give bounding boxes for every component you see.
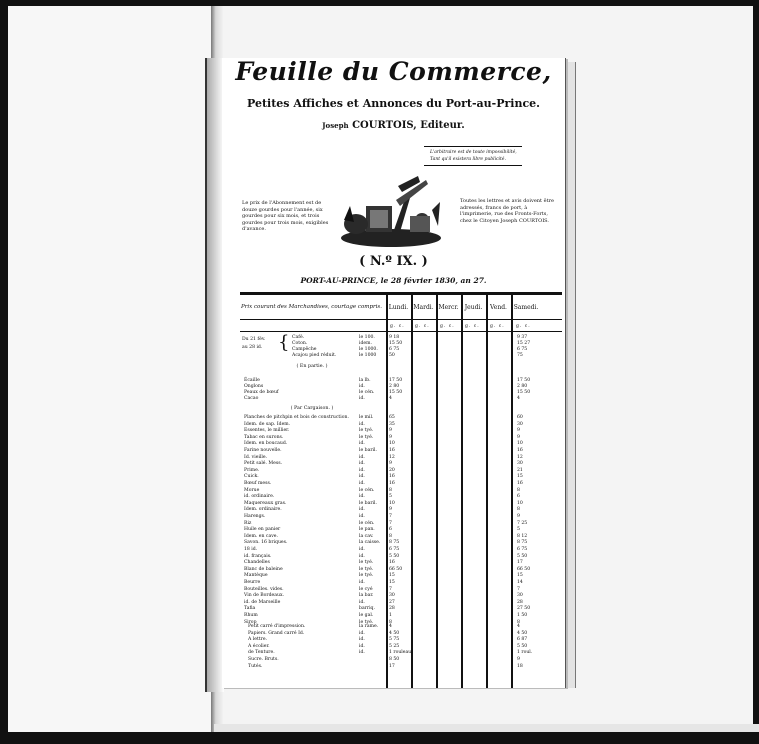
item-unit: id. xyxy=(359,650,365,656)
price-saturday: 2 80 xyxy=(517,384,528,389)
column-divider xyxy=(411,294,413,688)
item-unit: le tyé. xyxy=(359,619,374,625)
price-monday: 7 xyxy=(389,586,392,592)
item-unit: la lb. xyxy=(359,378,371,383)
col-tuesday: Mardi. xyxy=(413,304,434,311)
issue-number: ( N.º IX. ) xyxy=(359,254,428,269)
price-monday: 6 75 xyxy=(389,547,400,552)
item-label: de Tenture. xyxy=(248,650,275,656)
unit-tuesday: g. c. xyxy=(415,324,430,329)
item-label: id. français. xyxy=(244,553,272,559)
price-monday: 5 xyxy=(389,494,392,500)
item-label: Onglons xyxy=(244,384,264,389)
period-end: au 28 id. xyxy=(242,345,263,350)
price-saturday: 9 37 xyxy=(517,335,528,340)
item-label: id. de Marseille xyxy=(244,599,281,605)
newspaper-sheet xyxy=(222,58,566,688)
price-monday: 7 xyxy=(389,514,392,519)
price-monday: 8 75 xyxy=(389,540,400,546)
item-unit: barriq. xyxy=(359,606,375,612)
item-unit: le tyé. xyxy=(359,573,374,579)
item-unit: le pan. xyxy=(359,527,375,533)
price-saturday: 1 50 xyxy=(517,613,528,618)
item-label: Tutés. xyxy=(248,663,263,669)
price-saturday: 18 xyxy=(517,663,523,669)
price-saturday: 8 xyxy=(517,507,520,513)
item-unit: id. xyxy=(359,580,365,585)
item-label: Planches de pitchpin et bois de construction. xyxy=(244,415,349,420)
item-label: Cuick. xyxy=(244,474,259,480)
price-saturday: 28 xyxy=(517,599,523,605)
price-saturday: 6 75 xyxy=(517,347,528,352)
price-saturday: 10 xyxy=(517,441,523,447)
price-saturday: 30 xyxy=(517,461,523,467)
unit-saturday: g. c. xyxy=(516,324,531,329)
price-monday: 10 xyxy=(389,500,395,506)
price-monday: 9 xyxy=(389,428,392,434)
brace: { xyxy=(278,332,290,353)
price-saturday: 14 xyxy=(517,580,523,585)
address-note: Toutes les lettres et avis doivent être adressés, francs de port, à l'imprimerie, rue des Fronts-Forts, chez le Citoyen Joseph COURTOIS. xyxy=(460,198,554,224)
item-label: Huile en panier xyxy=(244,527,281,533)
item-unit: le cén. xyxy=(359,520,375,526)
item-unit: id. xyxy=(359,514,365,519)
subtitle: Petites Affiches et Annonces du Port-au-Prince. xyxy=(246,97,541,110)
item-label: Idem. en cave. xyxy=(244,533,278,539)
price-saturday: 5 50 xyxy=(517,553,528,559)
price-saturday: 6 75 xyxy=(517,547,528,552)
price-saturday: 21 xyxy=(517,467,523,473)
item-unit: id. xyxy=(359,553,365,559)
item-label: Campêche xyxy=(292,347,317,352)
item-label: Tabac en surons. xyxy=(244,434,284,440)
price-saturday: 30 xyxy=(517,593,523,599)
editor-name: COURTOIS, Editeur. xyxy=(352,120,465,131)
section-cargaison: ( Par Cargaison. ) xyxy=(290,406,334,411)
price-saturday: 15 xyxy=(517,573,523,579)
item-label: Morue xyxy=(244,487,260,493)
price-saturday: 7 xyxy=(517,586,520,592)
item-unit: id. xyxy=(359,481,365,486)
item-label: Cacao xyxy=(244,396,259,401)
price-monday: 35 xyxy=(389,421,395,427)
item-unit: id. xyxy=(359,599,365,605)
left-page xyxy=(8,6,211,732)
editor-line xyxy=(222,120,565,131)
item-unit: le baril. xyxy=(359,500,377,506)
price-monday: 16 xyxy=(389,481,395,486)
item-label: Vin de Bordeaux. xyxy=(244,593,284,599)
item-unit: id. xyxy=(359,547,365,552)
price-monday: 65 xyxy=(389,415,395,420)
price-saturday: 4 50 xyxy=(517,630,528,636)
item-label: Chandelles xyxy=(244,560,270,566)
price-monday: 20 xyxy=(389,467,395,473)
column-divider xyxy=(461,294,463,688)
item-label: id. ordinaire. xyxy=(244,494,275,500)
page-bottom-edge xyxy=(214,724,759,732)
price-monday: 16 xyxy=(389,474,395,480)
section-partie: ( En partie. ) xyxy=(296,364,328,369)
price-saturday: 5 xyxy=(517,527,520,533)
table-top-rule xyxy=(240,292,562,295)
price-saturday: 9 xyxy=(517,428,520,434)
price-monday: 16 xyxy=(389,448,395,453)
column-divider xyxy=(436,294,438,688)
item-label: Mantèque xyxy=(244,573,268,579)
col-wednesday: Mercr. xyxy=(438,304,459,311)
price-monday: 5 25 xyxy=(389,643,400,649)
price-monday: 5 50 xyxy=(389,553,400,559)
price-monday: 9 18 xyxy=(389,335,400,340)
motto-line-1: L'arbitraire est de toute impossibilité, xyxy=(430,150,517,155)
item-unit: la cav. xyxy=(359,533,374,539)
item-label: Petit carré d'impression. xyxy=(248,624,306,629)
price-saturday: 15 27 xyxy=(517,341,531,346)
item-unit: id. xyxy=(359,630,365,636)
item-label: Petit salé. Mess. xyxy=(244,461,283,467)
price-saturday: 8 xyxy=(517,619,520,625)
price-saturday: 16 xyxy=(517,481,523,486)
table-header-rule xyxy=(240,319,562,320)
price-monday: 4 xyxy=(389,624,392,629)
price-monday: 66 50 xyxy=(389,566,403,572)
unit-friday: g. c. xyxy=(490,324,505,329)
item-label: Bœuf mess. xyxy=(244,481,272,486)
item-label: Id. vieille. xyxy=(244,454,268,460)
price-saturday: 12 xyxy=(517,454,523,460)
item-unit: le tyé. xyxy=(359,434,374,440)
col-thursday: Jeudi. xyxy=(464,304,483,311)
price-saturday: 6 xyxy=(517,494,520,500)
item-unit: id. xyxy=(359,643,365,649)
item-unit: id. xyxy=(359,461,365,467)
unit-wednesday: g. c. xyxy=(440,324,455,329)
price-monday: 27 xyxy=(389,599,395,605)
price-monday: 16 xyxy=(389,560,395,566)
price-saturday: 8 75 xyxy=(517,540,528,546)
price-saturday: 9 xyxy=(517,657,520,662)
price-monday: 15 50 xyxy=(389,341,403,346)
price-saturday: 66 50 xyxy=(517,566,531,572)
item-unit: id. xyxy=(359,384,365,389)
item-unit: la bar. xyxy=(359,593,374,599)
price-monday: 28 xyxy=(389,606,395,612)
price-monday: 10 xyxy=(389,441,395,447)
item-unit: le tyé. xyxy=(359,560,374,566)
item-label: Écaille xyxy=(244,378,260,383)
price-monday: 4 xyxy=(389,396,392,401)
item-unit: id. xyxy=(359,637,365,643)
item-unit: id. xyxy=(359,421,365,427)
price-saturday: 4 xyxy=(517,396,520,401)
price-saturday: 75 xyxy=(517,353,523,358)
price-monday: 30 xyxy=(389,593,395,599)
item-label: Essentes, le millier. xyxy=(244,428,290,434)
sheet-right-edge xyxy=(565,62,576,688)
price-monday: 2 80 xyxy=(389,384,400,389)
price-monday: 1 xyxy=(389,613,392,618)
item-label: Beurre xyxy=(244,580,261,585)
price-saturday: 4 xyxy=(517,624,520,629)
col-monday: Lundi. xyxy=(388,304,409,311)
item-unit: le mil. xyxy=(359,415,374,420)
item-unit: la caisse. xyxy=(359,540,381,546)
price-monday: 9 xyxy=(389,507,392,513)
price-monday: 50 xyxy=(389,353,395,358)
item-unit: le baril. xyxy=(359,448,377,453)
motto-line-2: Tant qu'il existera libre publicité. xyxy=(430,157,506,162)
price-saturday: 8 xyxy=(517,487,520,493)
price-saturday: 5 50 xyxy=(517,643,528,649)
table-title: Prix courant des Marchandises, courtage compris. xyxy=(241,304,382,310)
item-unit: le cén. xyxy=(359,390,375,395)
col-saturday: Samedi. xyxy=(513,304,539,311)
period-start: Du 21 fév. xyxy=(242,337,266,342)
item-label: Peaux de bœuf xyxy=(244,390,279,395)
price-monday: 4 50 xyxy=(389,630,400,636)
price-saturday: 17 xyxy=(517,560,523,566)
price-monday: 7 xyxy=(389,520,392,526)
item-unit: le tyé. xyxy=(359,428,374,434)
item-label: Acajou pied réduit. xyxy=(292,353,337,358)
item-label: Maquereaux gras. xyxy=(244,500,287,506)
item-label: 18 id. xyxy=(244,547,258,552)
price-saturday: 16 xyxy=(517,448,523,453)
price-monday: 6 xyxy=(389,527,392,533)
price-saturday: 60 xyxy=(517,415,523,420)
item-label: Farine nouvelle. xyxy=(244,448,282,453)
item-label: Harengs. xyxy=(244,514,266,519)
item-unit: la rame. xyxy=(359,624,379,629)
price-monday: 15 xyxy=(389,580,395,585)
price-saturday: 9 xyxy=(517,434,520,440)
price-monday: 9 xyxy=(389,434,392,440)
item-unit: le 1000. xyxy=(359,347,378,352)
item-unit: le 100. xyxy=(359,335,375,340)
price-saturday: 17 50 xyxy=(517,378,531,383)
price-monday: 17 xyxy=(389,663,395,669)
item-label: Sucre. Bruts. xyxy=(248,657,279,662)
price-saturday: 6 87 xyxy=(517,637,528,643)
price-monday: 6 75 xyxy=(389,347,400,352)
price-monday: 8 xyxy=(389,533,392,539)
item-label: Idem. ordinaire. xyxy=(244,507,282,513)
item-label: A écolier. xyxy=(248,643,270,649)
price-saturday: 8 12 xyxy=(517,533,528,539)
allegory-vignette-image xyxy=(336,176,446,250)
item-unit: le cyé xyxy=(359,586,373,592)
price-saturday: 10 xyxy=(517,500,523,506)
item-unit: id. xyxy=(359,467,365,473)
price-monday: 15 xyxy=(389,573,395,579)
subscription-note: Le prix de l'Abonnement est de douze gourdes pour l'année, six gourdes pour six mois, et trois gourdes pour trois mois, exigibles d'avance. xyxy=(242,200,329,232)
price-monday: 12 xyxy=(389,454,395,460)
item-unit: id. xyxy=(359,494,365,500)
item-unit: id. xyxy=(359,507,365,513)
unit-monday: g. c. xyxy=(390,324,405,329)
price-monday: 8 xyxy=(389,487,392,493)
item-label: Coton. xyxy=(292,341,308,346)
item-label: A lettre. xyxy=(248,637,268,643)
item-label: Café. xyxy=(292,335,305,340)
item-label: Riz xyxy=(244,520,252,526)
unit-thursday: g. c. xyxy=(465,324,480,329)
price-monday: 1 rouleau. xyxy=(389,650,413,656)
price-saturday: 1 roul. xyxy=(517,650,533,656)
column-divider xyxy=(511,294,513,688)
price-monday: 15 50 xyxy=(389,390,403,395)
price-saturday: 9 xyxy=(517,514,520,519)
item-label: Idem. en boucaud. xyxy=(244,441,288,447)
item-unit: idem. xyxy=(359,341,372,346)
dateline: PORT-AU-PRINCE, le 28 février 1830, an 27. xyxy=(300,276,487,285)
item-label: Idem. de sap. Idem. xyxy=(244,421,291,427)
col-friday: Vend. xyxy=(490,304,507,311)
item-label: Rhum xyxy=(244,613,258,618)
motto xyxy=(424,146,522,166)
price-monday: 8 50 xyxy=(389,657,400,662)
item-label: Prime. xyxy=(244,467,260,473)
price-monday: 17 50 xyxy=(389,378,403,383)
item-unit: id. xyxy=(359,474,365,480)
price-monday: 8 xyxy=(389,619,392,625)
price-saturday: 15 xyxy=(517,474,523,480)
item-unit: le gal. xyxy=(359,613,374,618)
item-label: Bouteilles. vides. xyxy=(244,586,284,592)
item-label: Papiers. Grand carré Id. xyxy=(248,630,305,636)
price-monday: 9 xyxy=(389,461,392,467)
item-unit: id. xyxy=(359,441,365,447)
price-monday: 5 75 xyxy=(389,637,400,643)
price-saturday: 15 50 xyxy=(517,390,531,395)
item-unit: id. xyxy=(359,454,365,460)
price-saturday: 30 xyxy=(517,421,523,427)
item-unit: le 1000 xyxy=(359,353,377,358)
item-unit: le cén. xyxy=(359,487,375,493)
column-divider xyxy=(486,294,488,688)
price-saturday: 7 25 xyxy=(517,520,528,526)
item-unit: le tyé. xyxy=(359,566,374,572)
masthead-title: Feuille du Commerce, xyxy=(235,57,552,86)
item-label: Savon. 16 briques. xyxy=(244,540,288,546)
item-label: Tafia xyxy=(244,606,256,612)
editor-prefix: Joseph xyxy=(322,121,349,130)
price-saturday: 27 50 xyxy=(517,606,531,612)
column-divider xyxy=(386,294,388,688)
item-label: Sirop xyxy=(244,619,257,625)
item-label: Blanc de baleine xyxy=(244,566,283,572)
item-unit: id. xyxy=(359,396,365,401)
